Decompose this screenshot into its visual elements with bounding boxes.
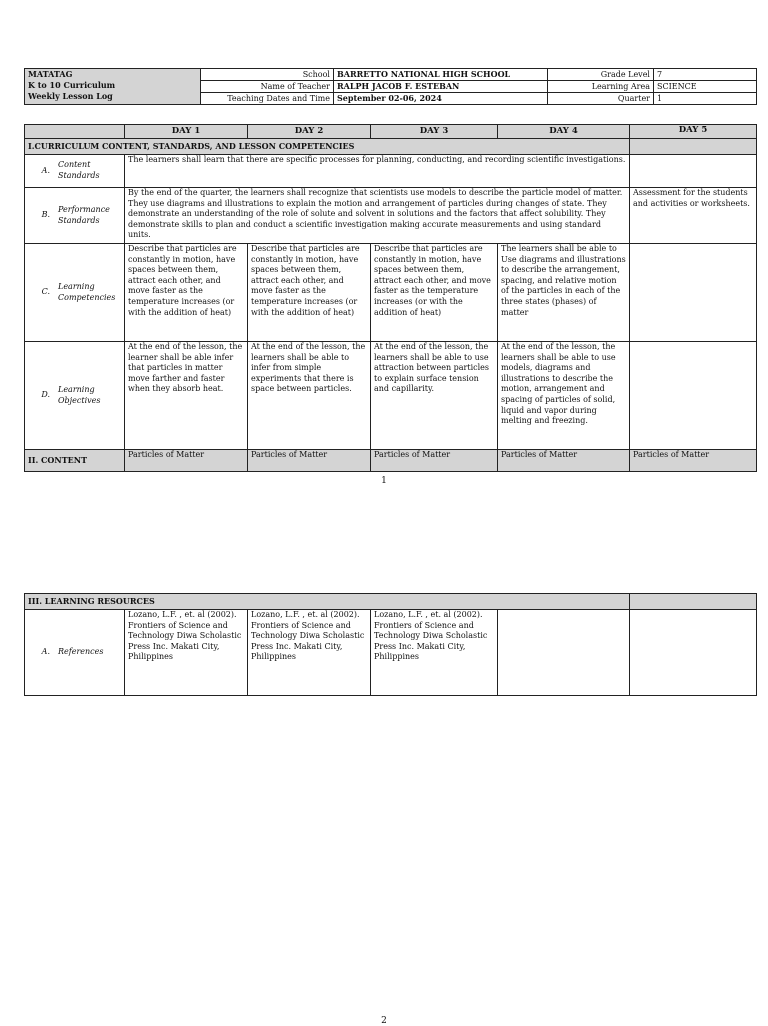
references-day2: Lozano, L.F. , et. al (2002). Frontiers of Science and Technology Diwa Scholastic Press Inc. Makati City, Philippines	[248, 610, 371, 696]
content-day4: Particles of Matter	[498, 450, 630, 472]
content-standards-day5	[630, 155, 757, 188]
form-title-line-3: Weekly Lesson Log	[28, 91, 113, 101]
competencies-letter: C.	[41, 287, 50, 297]
objectives-day2: At the end of the lesson, the learners shall be able to infer from simple experiments that there is space between particles.	[248, 342, 371, 450]
dates-value: September 02-06, 2024	[334, 93, 548, 105]
resources-title: III. LEARNING RESOURCES	[25, 594, 630, 610]
content-day3: Particles of Matter	[371, 450, 498, 472]
performance-standards-value: By the end of the quarter, the learners shall recognize that scientists use models to describe the particle model of matter. They use diagrams and illustrations to explain the motion and arrangement of particles during changes of state. They demonstrate an understanding of the role of solute and solvent in solutions and the factors that affect solubility. They demonstrate skills to plan and conduct a scientific investigation making accurate measurements and using standard units.	[125, 188, 630, 244]
content-standards-value: The learners shall learn that there are specific processes for planning, conducting, and recording scientific investigations.	[125, 155, 630, 188]
header-table	[24, 68, 757, 105]
page-number-1: 1	[381, 476, 387, 486]
content-standards-letter: A.	[41, 165, 50, 175]
content-standards-label	[25, 155, 125, 188]
performance-standards-text: Performance Standards	[58, 204, 110, 225]
objectives-day1: At the end of the lesson, the learner shall be able infer that particles in matter move farther and faster when they absorb heat.	[125, 342, 248, 450]
objectives-letter: D.	[41, 390, 50, 400]
learning-area-value: SCIENCE	[654, 81, 757, 93]
references-label	[25, 610, 125, 696]
section-1-title: I.CURRICULUM CONTENT, STANDARDS, AND LESSON COMPETENCIES	[25, 139, 630, 155]
performance-standards-letter: B.	[41, 210, 50, 220]
objectives-day4: At the end of the lesson, the learners shall be able to use models, diagrams and illustrations to describe the motion, arrangement and spacing of particles of solid, liquid and vapor during melting and freezing.	[498, 342, 630, 450]
form-title-line-1: MATATAG	[28, 69, 73, 79]
day-header-1: DAY 1	[125, 125, 248, 139]
references-day3: Lozano, L.F. , et. al (2002). Frontiers of Science and Technology Diwa Scholastic Press Inc. Makati City, Philippines	[371, 610, 498, 696]
objectives-label	[25, 342, 125, 450]
competencies-day4: The learners shall be able to Use diagrams and illustrations to describe the arrangement, spacing, and relative motion of the particles in each of the three states (phases) of matter	[498, 244, 630, 342]
dates-label: Teaching Dates and Time	[201, 93, 334, 105]
references-text: References	[58, 647, 104, 657]
learning-area-label: Learning Area	[548, 81, 654, 93]
day-header-5: DAY 5	[630, 125, 757, 139]
day-header-4: DAY 4	[498, 125, 630, 139]
grade-level-value: 7	[654, 69, 757, 81]
school-label: School	[201, 69, 334, 81]
form-title	[25, 69, 201, 105]
competencies-text: Learning Competencies	[58, 281, 116, 302]
references-day1: Lozano, L.F. , et. al (2002). Frontiers of Science and Technology Diwa Scholastic Press Inc. Makati City, Philippines	[125, 610, 248, 696]
section-1-day5-cell	[630, 139, 757, 155]
school-value: BARRETTO NATIONAL HIGH SCHOOL	[334, 69, 548, 81]
lesson-log-table	[24, 124, 757, 472]
competencies-day3: Describe that particles are constantly in motion, have spaces between them, attract each other, and move faster as the temperature increases (or with the addition of heat)	[371, 244, 498, 342]
objectives-text: Learning Objectives	[58, 384, 101, 405]
form-title-line-2: K to 10 Curriculum	[28, 80, 116, 90]
teacher-value: RALPH JACOB F. ESTEBAN	[334, 81, 548, 93]
references-day4	[498, 610, 630, 696]
content-day5: Particles of Matter	[630, 450, 757, 472]
performance-standards-day5: Assessment for the students and activities or worksheets.	[630, 188, 757, 244]
day-header-2: DAY 2	[248, 125, 371, 139]
grade-level-label: Grade Level	[548, 69, 654, 81]
teacher-label: Name of Teacher	[201, 81, 334, 93]
objectives-day3: At the end of the lesson, the learners shall be able to use attraction between particles to explain surface tension and capillarity.	[371, 342, 498, 450]
competencies-day2: Describe that particles are constantly in motion, have spaces between them, attract each other, and move faster as the temperature increases (or with the addition of heat)	[248, 244, 371, 342]
competencies-day1: Describe that particles are constantly in motion, have spaces between them, attract each other, and move faster as the temperature increases (or with the addition of heat)	[125, 244, 248, 342]
content-title: II. CONTENT	[25, 450, 125, 472]
learning-resources-table	[24, 593, 757, 696]
content-day2: Particles of Matter	[248, 450, 371, 472]
resources-day5-cell	[630, 594, 757, 610]
corner-cell	[25, 125, 125, 139]
quarter-value: 1	[654, 93, 757, 105]
quarter-label: Quarter	[548, 93, 654, 105]
references-letter: A.	[41, 647, 50, 657]
competencies-label	[25, 244, 125, 342]
objectives-day5	[630, 342, 757, 450]
competencies-day5	[630, 244, 757, 342]
day-header-3: DAY 3	[371, 125, 498, 139]
content-day1: Particles of Matter	[125, 450, 248, 472]
content-standards-text: Content Standards	[58, 160, 100, 180]
performance-standards-label	[25, 188, 125, 244]
page-number-2: 2	[381, 1016, 387, 1026]
references-day5	[630, 610, 757, 696]
